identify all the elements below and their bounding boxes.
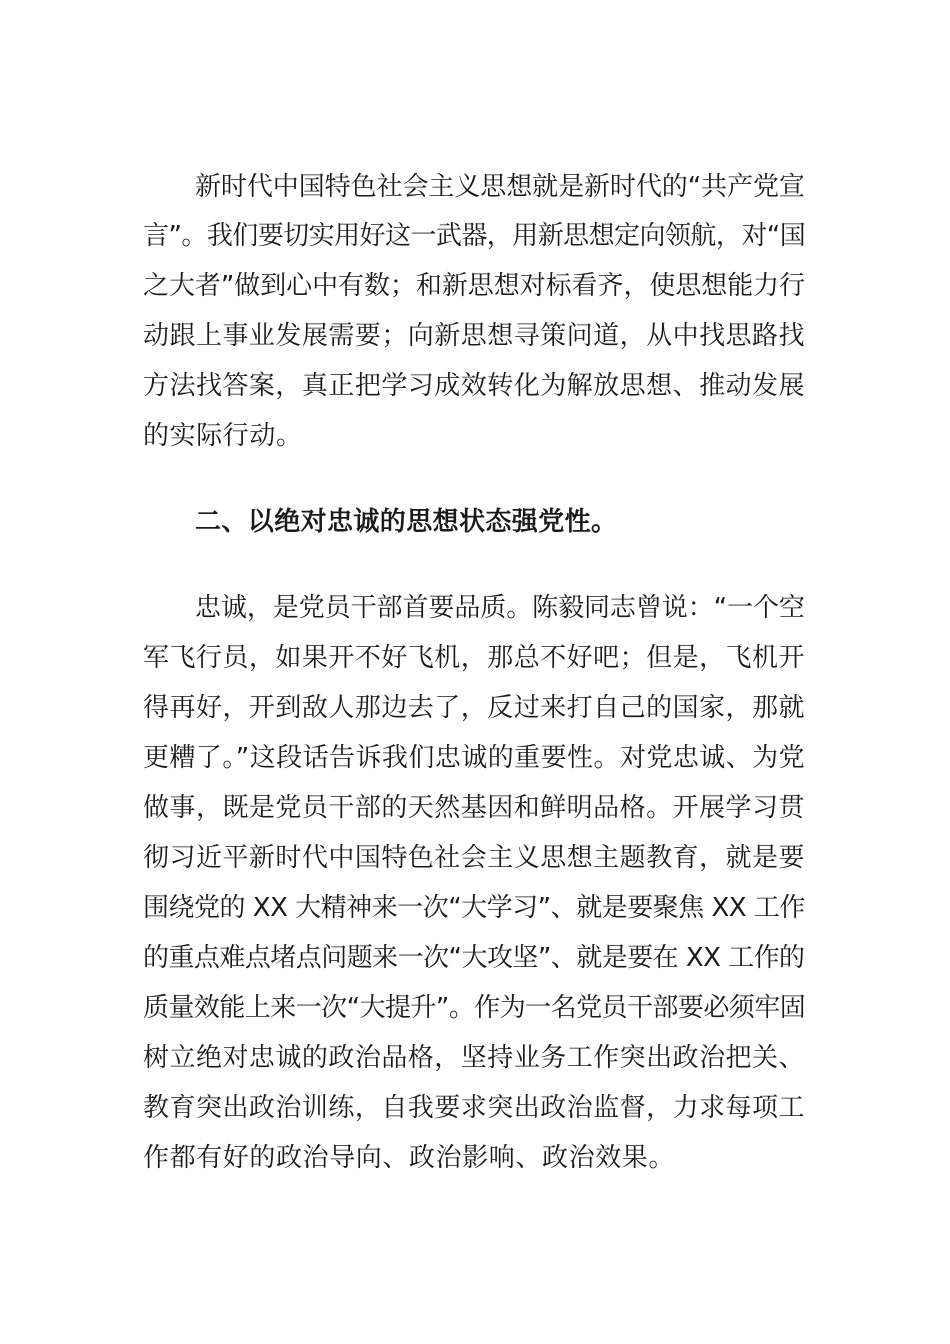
paragraph-2-line-8: 的重点难点堵点问题来一次“大攻坚”、就是要在 XX 工作的 — [143, 943, 805, 973]
paragraph-2-line-5: 做事，既是党员干部的天然基因和鲜明品格。开展学习贯 — [143, 793, 806, 823]
paragraph-2-line-9: 质量效能上来一次“大提升”。作为一名党员干部要必须牢固 — [143, 993, 806, 1023]
paragraph-1-line-3: 之大者”做到心中有数；和新思想对标看齐，使思想能力行 — [143, 271, 806, 301]
paragraph-2-line-6: 彻习近平新时代中国特色社会主义思想主题教育，就是要 — [143, 843, 806, 873]
paragraph-1-line-2: 言”。我们要切实用好这一武器，用新思想定向领航，对“国 — [143, 221, 806, 251]
paragraph-2-line-11: 教育突出政治训练，自我要求突出政治监督，力求每项工 — [143, 1093, 806, 1123]
paragraph-2-line-3: 得再好，开到敌人那边去了，反过来打自己的国家，那就 — [143, 693, 806, 723]
paragraph-2-line-4: 更糟了。”这段话告诉我们忠诚的重要性。对党忠诚、为党 — [143, 743, 806, 773]
paragraph-2-line-7: 围绕党的 XX 大精神来一次“大学习”、就是要聚焦 XX 工作 — [143, 893, 805, 923]
paragraph-2-line-10: 树立绝对忠诚的政治品格，坚持业务工作突出政治把关、 — [143, 1043, 806, 1073]
paragraph-1-line-5: 方法找答案，真正把学习成效转化为解放思想、推动发展 — [143, 371, 806, 401]
paragraph-2-line-1: 忠诚，是党员干部首要品质。陈毅同志曾说：“一个空 — [195, 593, 805, 623]
paragraph-2-line-2: 军飞行员，如果开不好飞机，那总不好吧；但是，飞机开 — [143, 643, 806, 673]
section-heading: 二、以绝对忠诚的思想状态强党性。 — [195, 507, 618, 537]
paragraph-2-line-12: 作都有好的政治导向、政治影响、政治效果。 — [143, 1143, 676, 1173]
paragraph-1-line-1: 新时代中国特色社会主义思想就是新时代的“共产党宣 — [195, 172, 805, 202]
paragraph-1-line-4: 动跟上事业发展需要；向新思想寻策问道，从中找思路找 — [143, 321, 806, 351]
paragraph-1-line-6: 的实际行动。 — [143, 421, 303, 451]
